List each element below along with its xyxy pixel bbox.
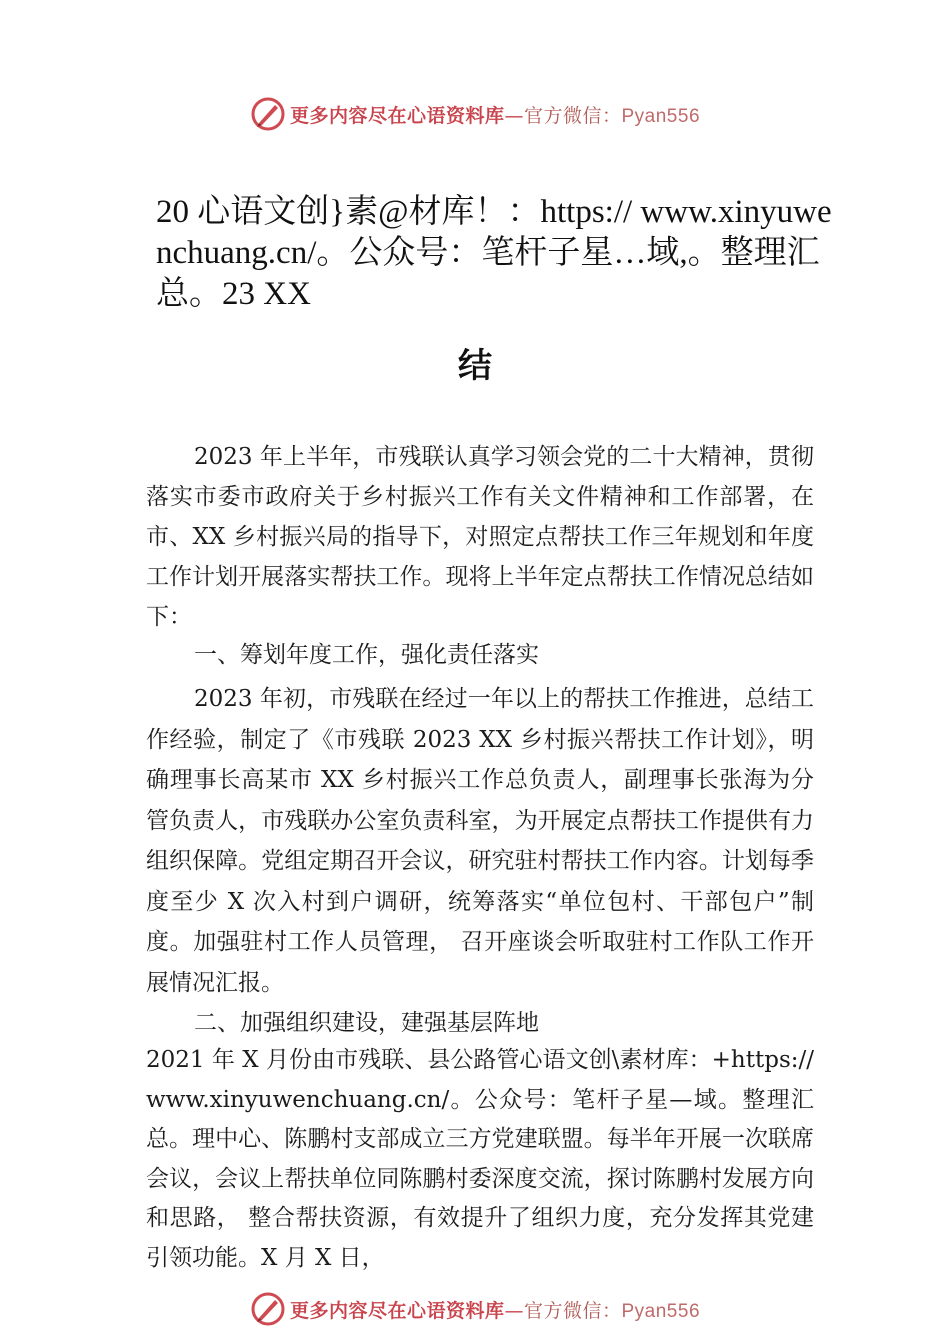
- banner-wechat-label: 官方微信：: [523, 104, 622, 127]
- section-1-paragraph: [146, 679, 814, 1003]
- intro-paragraph: [146, 437, 814, 637]
- banner-wechat-id: Pyan556: [621, 1300, 701, 1322]
- logo-icon: [250, 1291, 286, 1327]
- banner-text: [290, 101, 700, 128]
- heading-1-text: 一、筹划年度工作，强化责任落实: [194, 642, 539, 668]
- intro-text: 2023 年上半年，市残联认真学习领会党的二十大精神，贯彻落实市委市政府关于乡村振兴工作有关文件精神和工作部署，在市、XX 乡村振兴局的指导下，对照定点帮扶工作三年规划和年度工作计划开展落实帮扶工作。现将上半年定点帮扶工作情况总结如下：: [146, 444, 814, 630]
- section-2-paragraph: [146, 1041, 814, 1278]
- document-title-end: 结: [458, 346, 492, 386]
- para-2-text: 2021 年 X 月份由市残联、县公路管心语文创\素材库：+https://www.xinyuwenchuang.cn/。公众号：笔杆子星—域。整理汇总。理中心、陈鹏村支部成立三方党建联盟。每半年开展一次联席会议，会议上帮扶单位同陈鹏村委深度交流，探讨陈鹏村发展方向和思路， 整合帮扶资源，有效提升了组织力度，充分发挥其党建引领功能。X 月 X 日，: [146, 1047, 814, 1271]
- document-title: 20 心语文创}素@材库！：https:// www.xinyuwenchuang.cn/。公众号：笔杆子星…域,。整理汇总。23 XX: [156, 194, 832, 312]
- section-heading-1: [146, 635, 814, 675]
- banner-dash: —: [504, 104, 524, 127]
- footer-banner: [0, 1289, 950, 1329]
- banner-dash: —: [504, 1299, 524, 1322]
- logo-icon: [250, 96, 286, 132]
- para-1-text: 2023 年初，市残联在经过一年以上的帮扶工作推进，总结工作经验，制定了《市残联 2023 XX 乡村振兴帮扶工作计划》，明确理事长高某市 XX 乡村振兴工作总负责人，副理事长张海为分管负责人，市残联办公室负责科室，为开展定点帮扶工作提供有力组织保障。党组定期召开会议，研究驻村帮扶工作内容。计划每季度至少 X 次入村到户调研，统筹落实“单位包村、干部包户”制度。加强驻村工作人员管理， 召开座谈会听取驻村工作队工作开展情况汇报。: [146, 686, 814, 996]
- banner-wechat-label: 官方微信：: [523, 1299, 622, 1322]
- banner-text: [290, 1296, 700, 1323]
- banner-lead: 更多内容尽在心语资料库: [289, 104, 505, 127]
- banner-lead: 更多内容尽在心语资料库: [289, 1299, 505, 1322]
- header-banner: [0, 94, 950, 134]
- banner-wechat-id: Pyan556: [621, 105, 701, 127]
- heading-2-text: 二、加强组织建设，建强基层阵地: [194, 1010, 539, 1036]
- section-heading-2: [146, 1003, 814, 1043]
